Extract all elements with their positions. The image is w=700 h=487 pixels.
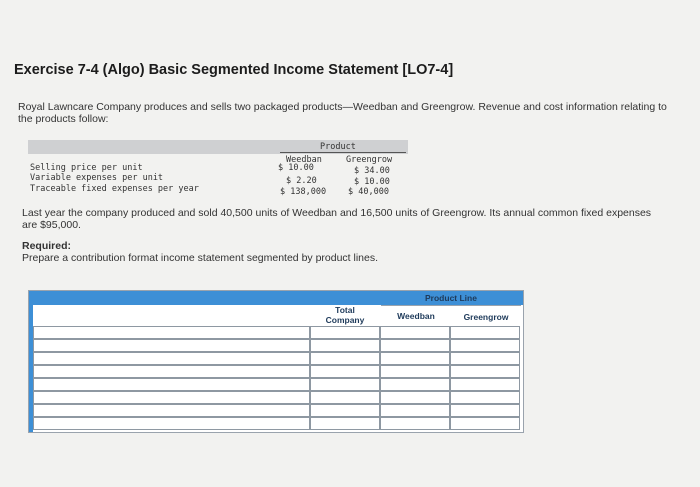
total-company-cell[interactable] xyxy=(310,404,380,417)
weedban-cell[interactable] xyxy=(380,404,450,417)
label-cell[interactable] xyxy=(33,339,310,352)
table-row xyxy=(33,339,521,352)
greengrow-cell[interactable] xyxy=(450,378,520,391)
greengrow-cell[interactable] xyxy=(450,352,520,365)
greengrow-cell[interactable] xyxy=(450,365,520,378)
page-title: Exercise 7-4 (Algo) Basic Segmented Income Statement [LO7-4] xyxy=(14,62,454,78)
weedban-cell[interactable] xyxy=(380,417,450,430)
greengrow-variable-expenses: $ 10.00 xyxy=(354,177,390,187)
total-company-cell[interactable] xyxy=(310,391,380,404)
label-cell[interactable] xyxy=(33,417,310,430)
header-underline xyxy=(280,152,406,153)
income-statement-answer-table xyxy=(28,290,524,433)
table-row xyxy=(33,391,521,404)
weedban-header: Weedban xyxy=(397,311,435,321)
table-row xyxy=(33,378,521,391)
label-cell[interactable] xyxy=(33,365,310,378)
greengrow-header: Greengrow xyxy=(463,312,509,322)
total-company-cell[interactable] xyxy=(310,417,380,430)
total-company-cell[interactable] xyxy=(310,326,380,339)
table-row xyxy=(33,365,521,378)
label-cell[interactable] xyxy=(33,404,310,417)
intro-paragraph: Royal Lawncare Company produces and sells two packaged products—Weedban and Greengrow. Revenue and cost information relating to the products follow: xyxy=(18,101,667,125)
greengrow-selling-price: $ 34.00 xyxy=(354,166,390,176)
total-company-header-line2: Company xyxy=(325,315,365,325)
weedban-cell[interactable] xyxy=(380,378,450,391)
table-row xyxy=(33,326,521,339)
total-company-header-line1: Total xyxy=(335,305,355,315)
weedban-selling-price: $ 10.00 xyxy=(278,163,314,173)
label-cell[interactable] xyxy=(33,326,310,339)
greengrow-cell[interactable] xyxy=(450,339,520,352)
weedban-traceable-fixed: $ 138,000 xyxy=(280,187,327,197)
table-row xyxy=(33,417,521,430)
weedban-cell[interactable] xyxy=(380,391,450,404)
row-label-traceable-fixed: Traceable fixed expenses per year xyxy=(30,184,199,194)
required-label: Required: xyxy=(22,240,72,252)
label-cell[interactable] xyxy=(33,378,310,391)
row-label-variable-expenses: Variable expenses per unit xyxy=(30,173,164,183)
total-company-cell[interactable] xyxy=(310,352,380,365)
required-instruction: Prepare a contribution format income statement segmented by product lines. xyxy=(22,252,379,264)
greengrow-traceable-fixed: $ 40,000 xyxy=(348,187,389,197)
product-line-header: Product Line xyxy=(425,293,477,303)
total-company-cell[interactable] xyxy=(310,339,380,352)
weedban-cell[interactable] xyxy=(380,365,450,378)
product-line-underline xyxy=(381,305,521,306)
col-header-weedban: Weedban xyxy=(286,155,322,165)
greengrow-cell[interactable] xyxy=(450,326,520,339)
row-label-selling-price: Selling price per unit xyxy=(30,163,143,173)
greengrow-cell[interactable] xyxy=(450,391,520,404)
label-cell[interactable] xyxy=(33,352,310,365)
total-company-cell[interactable] xyxy=(310,365,380,378)
greengrow-cell[interactable] xyxy=(450,417,520,430)
weedban-cell[interactable] xyxy=(380,339,450,352)
weedban-cell[interactable] xyxy=(380,352,450,365)
weedban-cell[interactable] xyxy=(380,326,450,339)
total-company-cell[interactable] xyxy=(310,378,380,391)
last-year-paragraph: Last year the company produced and sold 40,500 units of Weedban and 16,500 units of Greengrow. Its annual common fixed expenses are $95,000. xyxy=(22,207,652,231)
product-data-table xyxy=(28,140,408,196)
table-row xyxy=(33,352,521,365)
col-header-greengrow: Greengrow xyxy=(346,155,393,165)
greengrow-cell[interactable] xyxy=(450,404,520,417)
table-row xyxy=(33,404,521,417)
label-cell[interactable] xyxy=(33,391,310,404)
weedban-variable-expenses: $ 2.20 xyxy=(286,176,317,186)
product-group-header: Product xyxy=(320,142,356,152)
